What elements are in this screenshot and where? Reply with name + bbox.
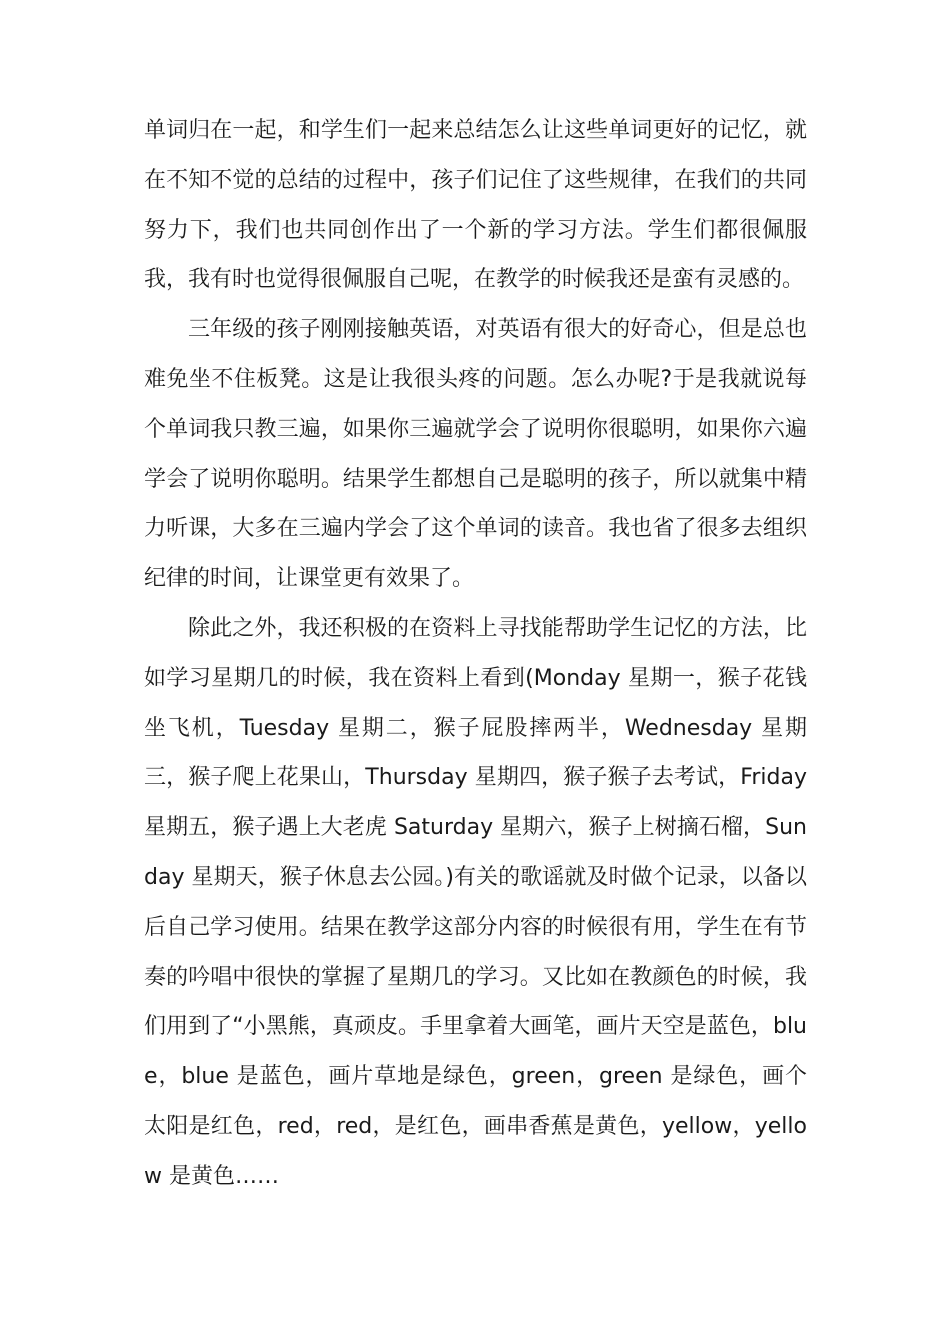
paragraph-3: 除此之外，我还积极的在资料上寻找能帮助学生记忆的方法，比如学习星期几的时候，我在资料上看到(Monday 星期一，猴子花钱坐飞机，Tuesday 星期二，猴子屁股摔两半，Wednesday 星期三，猴子爬上花果山，Thursday 星期四，猴子猴子去考试，Friday 星期五，猴子遇上大老虎 Saturday 星期六，猴子上树摘石榴，Sunday 星期天，猴子休息去公园。)有关的歌谣就及时做个记录，以备以后自己学习使用。结果在教学这部分内容的时候很有用，学生在有节奏的吟唱中很快的掌握了星期几的学习。又比如在教颜色的时候，我们用到了“小黑熊，真顽皮。手里拿着大画笔，画片天空是蓝色，blue，blue 是蓝色，画片草地是绿色，green，green 是绿色，画个太阳是红色，red，red，是红色，画串香蕉是黄色，yellow，yellow 是黄色…… xyxy=(144,615,807,1189)
paragraph-1: 单词归在一起，和学生们一起来总结怎么让这些单词更好的记忆，就在不知不觉的总结的过程中，孩子们记住了这些规律，在我们的共同努力下，我们也共同创作出了一个新的学习方法。学生们都很佩服我，我有时也觉得很佩服自己呢，在教学的时候我还是蛮有灵感的。 xyxy=(144,118,807,293)
paragraph-2: 三年级的孩子刚刚接触英语，对英语有很大的好奇心，但是总也难免坐不住板凳。这是让我很头疼的问题。怎么办呢?于是我就说每个单词我只教三遍，如果你三遍就学会了说明你很聪明，如果你六遍学会了说明你聪明。结果学生都想自己是聪明的孩子，所以就集中精力听课，大多在三遍内学会了这个单词的读音。我也省了很多去组织纪律的时间，让课堂更有效果了。 xyxy=(144,317,807,592)
document-body xyxy=(144,106,807,1202)
